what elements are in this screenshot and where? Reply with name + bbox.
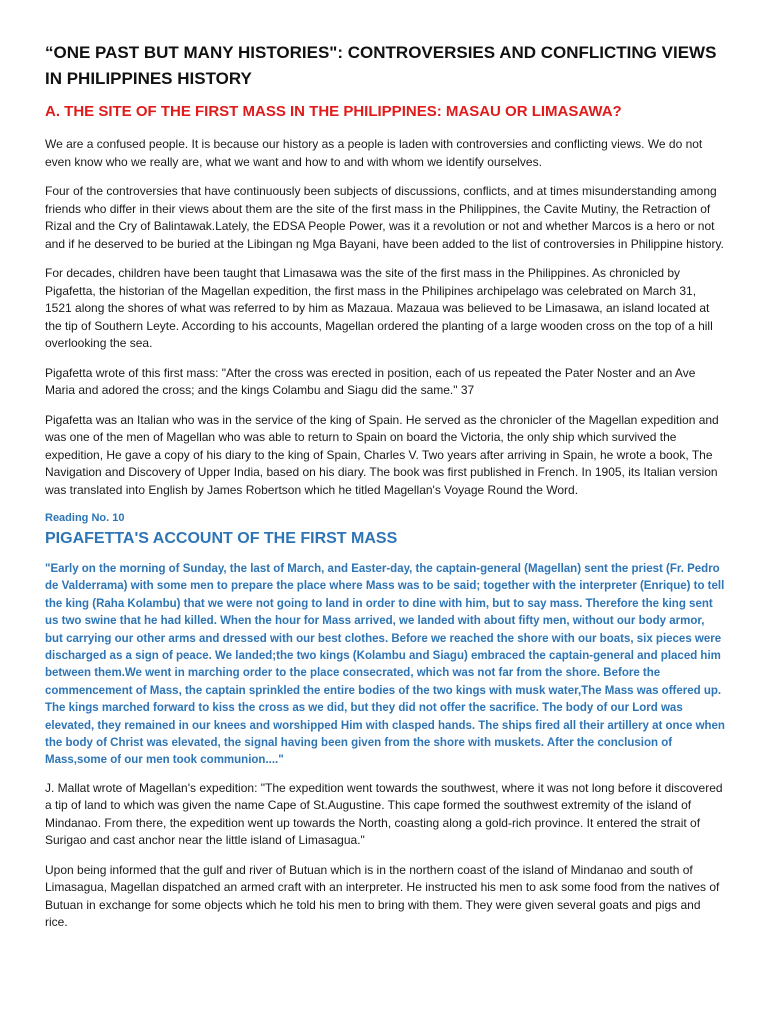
reading-title: PIGAFETTA'S ACCOUNT OF THE FIRST MASS bbox=[45, 530, 398, 547]
body-paragraph: Pigafetta wrote of this first mass: "After the cross was erected in position, each of us repeated the Pater Noster and an Ave Maria and adored the cross; and the kings Colambu and Siagu did the same." 37 bbox=[45, 365, 696, 397]
pigafetta-quote: "Early on the morning of Sunday, the last of March, and Easter-day, the captain-general (Magellan) sent the priest (Fr. Pedro de Valderrama) with some men to prepare the place where Mass was to be said; together with the interpreter (Enrique) to tell the king (Raha Kolambu) that we were not going to land in order to dine with him, but to say mass. Therefore the king sent us two swine that he had killed. When the hour for Mass arrived, we landed with about fifty men, without our body armor, but carrying our other arms and dressed with our best clothes. Before we reached the shore with our boats, six pieces were discharged as a sign of peace. We landed;the two kings (Kolambu and Siagu) embraced the captain-general and placed him between them.We went in marching order to the place consecrated, which was not far from the shore. Before the commencement of Mass, the captain sprinkled the entire bodies of the two kings with musk water,The Mass was offered up. The kings marched forward to kiss the cross as we did, but they did not offer the sacrifice. The body of our Lord was elevated, they remained in our knees and worshipped Him with clasped hands. The ships fired all their artillery at once when the body of Christ was elevated, the signal having been given from the shore with muskets. After the conclusion of Mass,some of our men took communion...." bbox=[45, 563, 725, 767]
body-paragraph: For decades, children have been taught that Limasawa was the site of the first mass in the Philippines. As chronicled by Pigafetta, the historian of the Magellan expedition, the first mass in the Philipines archipelago was celebrated on March 31, 1521 along the shores of what was referred to by him as Mazaua. Mazaua was believed to be Limasawa, an island located at the tip of Southern Leyte. According to his accounts, Magellan ordered the planting of a large wooden cross on the top of a hill overlooking the sea. bbox=[45, 266, 713, 350]
body-paragraph: Four of the controversies that have continuously been subjects of discussions, conflicts, and at times misunderstanding among friends who differ in their views about them are the site of the first mass in the Philippines, the Cavite Mutiny, the Retraction of Rizal and the Cry of Balintawak.Lately, the EDSA People Power, was it a revolution or not and whether Marcos is a hero or not and if he deserved to be buried at the Libingan ng Mga Bayani, have been added to the list of controversies in Philippine history. bbox=[45, 184, 724, 251]
document-title: “ONE PAST BUT MANY HISTORIES": CONTROVERSIES AND CONFLICTING VIEWS IN PHILIPPINES HISTORY bbox=[45, 43, 717, 88]
body-paragraph: J. Mallat wrote of Magellan's expedition: "The expedition went towards the southwest, where it was not long before it discovered a tip of land to which was given the name Cape of St.Augustine. This cape formed the southwest extremity of the island of Mindanao. From there, the expedition went up towards the North, coasting along a gold-rich province. It entered the strait of Surigao and cast anchor near the little island of Limasagua." bbox=[45, 780, 723, 848]
document-page bbox=[45, 40, 725, 944]
body-paragraph: Upon being informed that the gulf and river of Butuan which is in the northern coast of the island of Mindanao and south of Limasagua, Magellan dispatched an armed craft with an interpreter. He instructed his men to ask some food from the natives of Butuan in exchange for some objects which he told his men to bring with them. They were given several goats and pigs and rice. bbox=[45, 862, 720, 930]
reading-number: Reading No. 10 bbox=[45, 512, 125, 524]
section-heading-first-mass: A. THE SITE OF THE FIRST MASS IN THE PHILIPPINES: MASAU OR LIMASAWA? bbox=[45, 103, 622, 120]
body-paragraph: Pigafetta was an Italian who was in the service of the king of Spain. He served as the chronicler of the Magellan expedition and was one of the men of Magellan who was able to return to Spain on board the Victoria, the only ship which survived the expedition, He gave a copy of his diary to the king of Spain, Charles V. Two years after arriving in Spain, he wrote a book, The Navigation and Discovery of Upper India, based on his diary. The book was first published in French. In 1905, its Italian version was translated into English by James Robertson which he titled Magellan's Voyage Round the Word. bbox=[45, 412, 719, 497]
body-paragraph: We are a confused people. It is because our history as a people is laden with controversies and conflicting views. We do not even know who we really are, what we want and how to and with whom we identify ourselves. bbox=[45, 137, 703, 169]
